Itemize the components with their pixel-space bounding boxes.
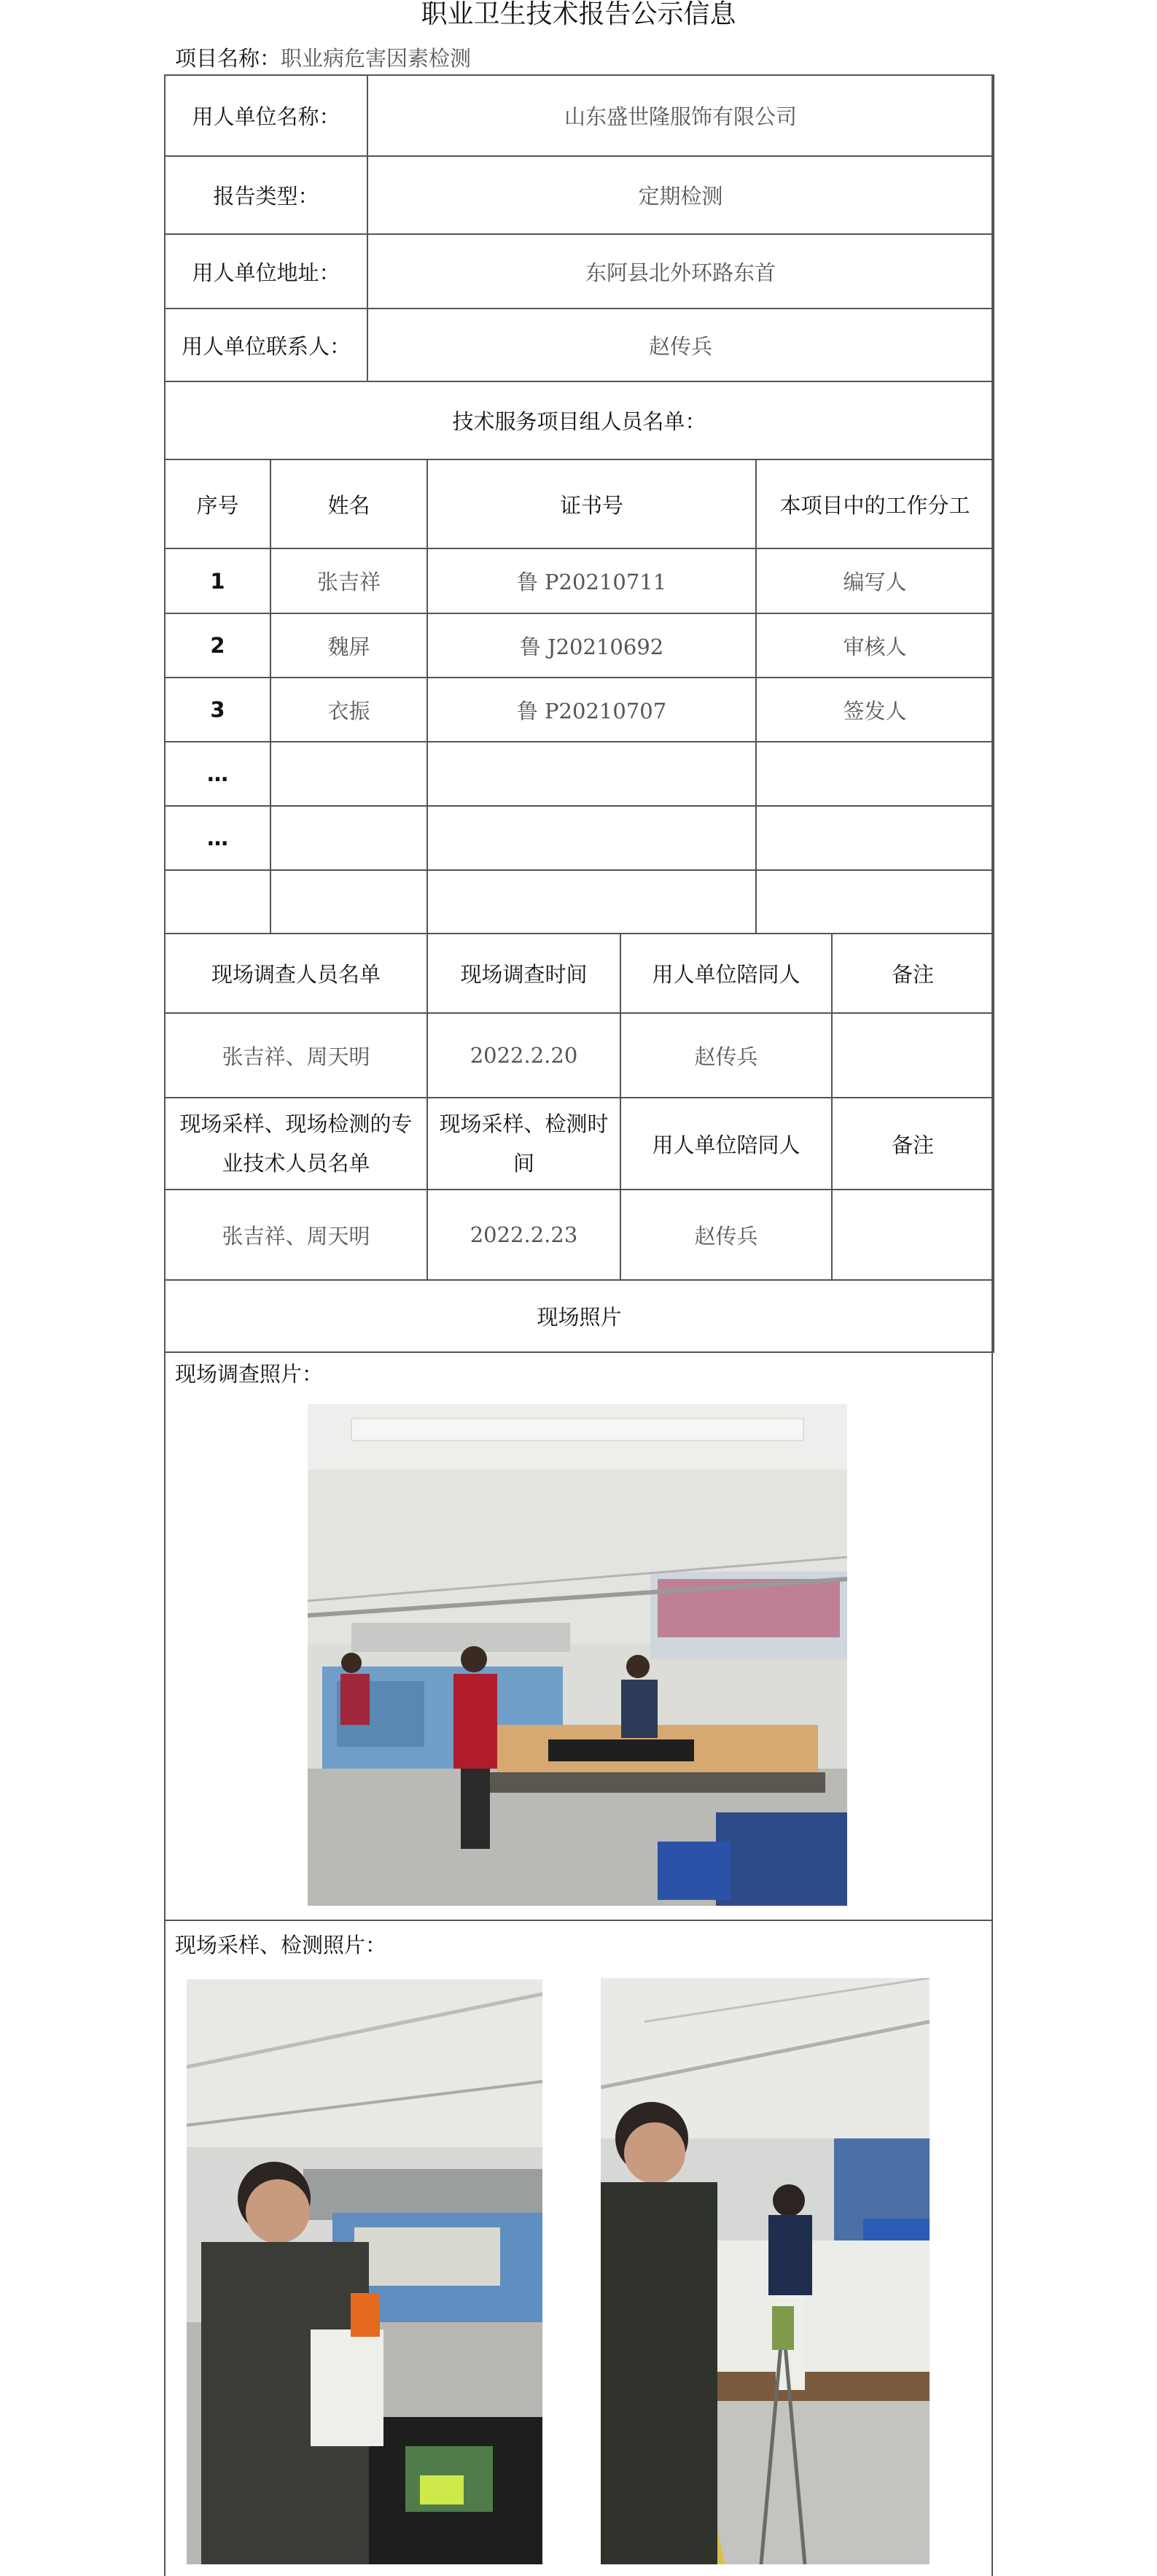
team-row-certificate: 鲁 P20210707 (427, 678, 756, 742)
sampling-row (165, 1190, 994, 1280)
company-address-value: 东阿县北外环路东首 (367, 234, 994, 309)
table-row (165, 548, 994, 613)
team-header-row (165, 459, 994, 548)
factory-photo-image (308, 1404, 847, 1906)
survey-staff-value: 张吉祥、周天明 (165, 1013, 427, 1098)
company-contact-value: 赵传兵 (367, 309, 994, 381)
team-row-name: 衣振 (270, 678, 427, 742)
company-name-label: 用人单位名称： (165, 75, 367, 156)
team-header-certificate: 证书号 (427, 459, 756, 548)
sampling-time-value: 2022.2.23 (427, 1190, 620, 1280)
team-row-certificate (427, 870, 756, 934)
company-info-table (164, 74, 994, 460)
survey-header-row (165, 934, 994, 1013)
team-header-role: 本项目中的工作分工 (756, 459, 994, 548)
report-type-label: 报告类型： (165, 156, 367, 234)
team-row-certificate: 鲁 J20210692 (427, 613, 756, 678)
team-row-name (270, 742, 427, 806)
company-address-label: 用人单位地址： (165, 234, 367, 309)
survey-staff-header: 现场调查人员名单 (165, 934, 427, 1013)
sampling-photo-right (601, 1978, 930, 2564)
sampling-header-row (165, 1098, 994, 1190)
team-row-index: 2 (165, 613, 270, 678)
table-row (165, 678, 994, 742)
project-name-value: 职业病危害因素检测 (281, 46, 472, 71)
table-row (165, 806, 994, 870)
team-row-certificate: 鲁 P20210711 (427, 548, 756, 613)
report-type-value: 定期检测 (367, 156, 994, 234)
team-heading: 技术服务项目组人员名单： (165, 381, 994, 459)
survey-photo-label: 现场调查照片： (175, 1362, 324, 1386)
survey-note-value (832, 1013, 994, 1098)
team-row-name (270, 806, 427, 870)
section-divider (164, 1920, 993, 1921)
team-header-index: 序号 (165, 459, 270, 548)
team-row-certificate (427, 742, 756, 806)
survey-time-value: 2022.2.20 (427, 1013, 620, 1098)
team-row-certificate (427, 806, 756, 870)
team-row-index: 1 (165, 548, 270, 613)
sampling-equipment-photo-image (601, 1978, 930, 2564)
table-row (165, 613, 994, 678)
survey-escort-value: 赵传兵 (620, 1013, 832, 1098)
photos-heading: 现场照片 (165, 1280, 994, 1352)
team-table (164, 459, 994, 934)
company-contact-label: 用人单位联系人： (165, 309, 367, 381)
sampling-staff-value: 张吉祥、周天明 (165, 1190, 427, 1280)
sampling-photo-label: 现场采样、检测照片： (175, 1933, 387, 1958)
team-row-role (756, 806, 994, 870)
team-row-role: 编写人 (756, 548, 994, 613)
team-row-name: 魏屏 (270, 613, 427, 678)
team-row-role (756, 742, 994, 806)
survey-photo (308, 1404, 847, 1906)
team-row-index: … (165, 806, 270, 870)
team-row-name: 张吉祥 (270, 548, 427, 613)
survey-time-header: 现场调查时间 (427, 934, 620, 1013)
team-row-role: 签发人 (756, 678, 994, 742)
survey-note-header: 备注 (832, 934, 994, 1013)
sampling-time-header: 现场采样、检测时间 (427, 1098, 620, 1190)
sampling-escort-header: 用人单位陪同人 (620, 1098, 832, 1190)
project-name-label: 项目名称： (175, 46, 281, 71)
team-row-index (165, 870, 270, 934)
sampling-escort-value: 赵传兵 (620, 1190, 832, 1280)
team-row-index: … (165, 742, 270, 806)
table-row (165, 742, 994, 806)
project-name-line (175, 42, 471, 74)
company-name-value: 山东盛世隆服饰有限公司 (367, 75, 994, 156)
page-title: 职业卫生技术报告公示信息 (421, 0, 736, 29)
sampling-note-header: 备注 (832, 1098, 994, 1190)
field-work-table (164, 933, 994, 1353)
team-row-role (756, 870, 994, 934)
team-row-role: 审核人 (756, 613, 994, 678)
survey-row (165, 1013, 994, 1098)
technician-photo-image (187, 1979, 542, 2564)
sampling-staff-header: 现场采样、现场检测的专业技术人员名单 (165, 1098, 427, 1190)
survey-escort-header: 用人单位陪同人 (620, 934, 832, 1013)
table-row (165, 870, 994, 934)
sampling-photo-left (187, 1979, 542, 2564)
sampling-note-value (832, 1190, 994, 1280)
team-row-name (270, 870, 427, 934)
team-header-name: 姓名 (270, 459, 427, 548)
team-row-index: 3 (165, 678, 270, 742)
